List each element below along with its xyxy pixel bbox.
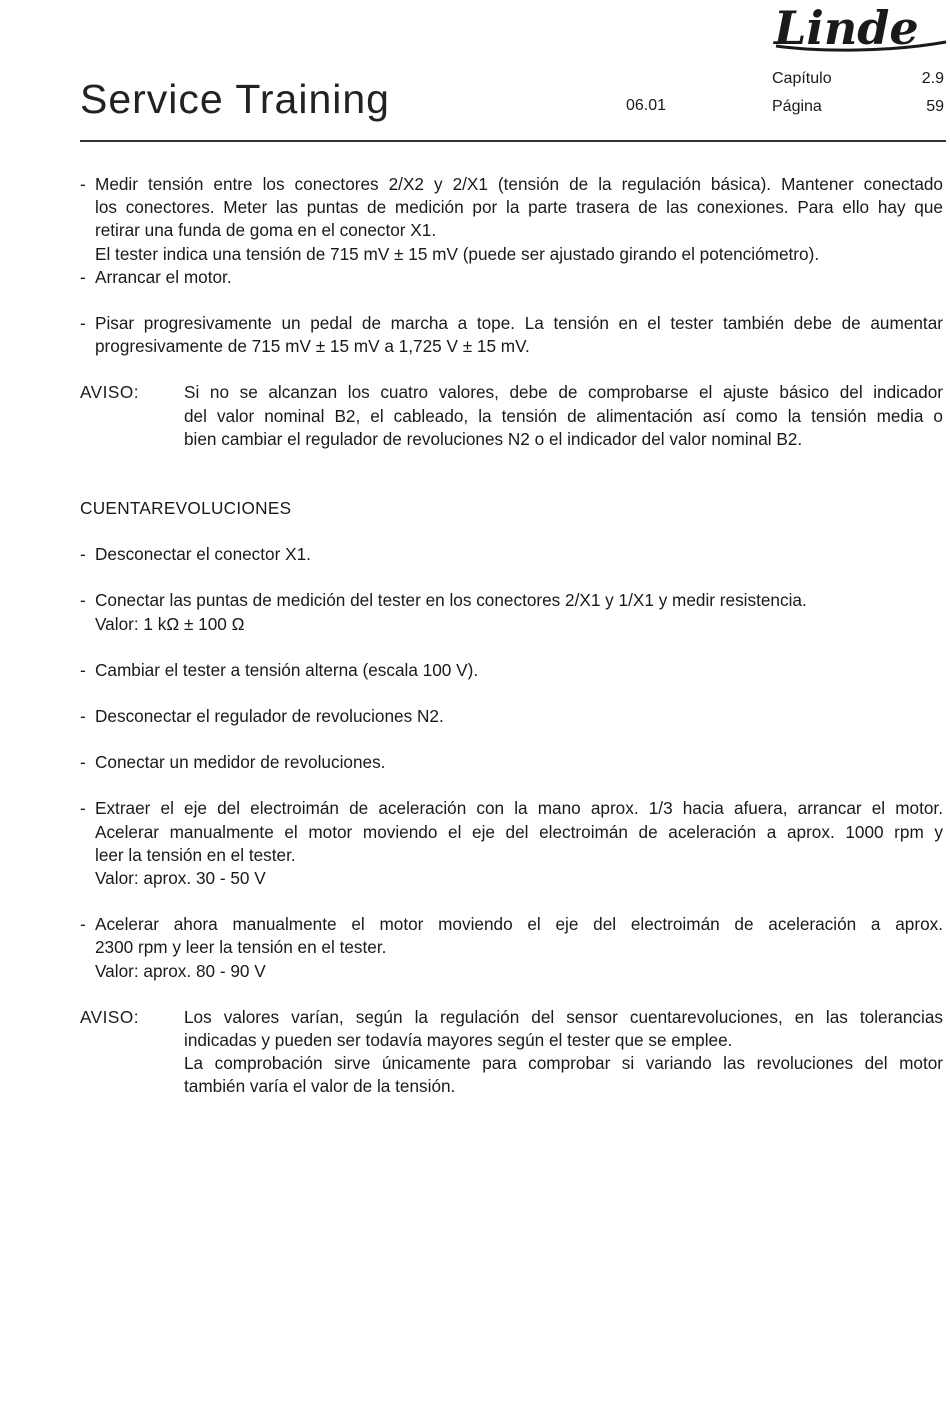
linde-logo — [770, 2, 948, 54]
page-header — [0, 0, 950, 145]
notice-block — [80, 381, 943, 451]
list-dash: - — [80, 706, 86, 727]
text-line: Si no se alcanzan los cuatro valores, debe de comprobarse el ajuste básico del indicador — [184, 382, 943, 403]
list-dash: - — [80, 266, 86, 287]
list-dash: - — [80, 659, 86, 680]
text-line: Valor: aprox. 30 - 50 V — [95, 868, 266, 889]
text-line: también varía el valor de la tensión. — [184, 1076, 456, 1097]
list-item — [80, 797, 943, 890]
text-line: 2300 rpm y leer la tensión en el tester. — [95, 937, 387, 958]
text-line: progresivamente de 715 mV ± 15 mV a 1,725 V ± 15 mV. — [95, 336, 530, 357]
text-line: Desconectar el regulador de revoluciones N2. — [95, 706, 444, 727]
list-item — [80, 751, 943, 774]
page-label: Página — [772, 98, 822, 115]
notice-label: AVISO: — [80, 1006, 140, 1027]
text-line: Arrancar el motor. — [95, 266, 232, 287]
text-line: indicadas y pueden ser todavía mayores según el tester que se emplee. — [184, 1030, 733, 1051]
text-line: los conectores. Meter las puntas de medición por la parte trasera de las conexiones. Para ello hay que — [95, 197, 943, 218]
chapter-value: 2.9 — [921, 70, 944, 87]
list-dash: - — [80, 544, 86, 565]
list-item — [80, 266, 943, 289]
text-line: Conectar las puntas de medición del tester en los conectores 2/X1 y 1/X1 y medir resistencia. — [95, 590, 807, 611]
page-title: Service Training — [80, 76, 390, 122]
list-dash: - — [80, 174, 86, 194]
list-item — [80, 913, 943, 983]
text-line: bien cambiar el regulador de revoluciones N2 o el indicador del valor nominal B2. — [184, 428, 803, 449]
chapter-label: Capítulo — [772, 70, 832, 87]
list-item — [80, 589, 943, 635]
list-dash: - — [80, 752, 86, 773]
document-body — [80, 173, 943, 1099]
text-line: Valor: aprox. 80 - 90 V — [95, 960, 266, 981]
text-line: Acelerar ahora manualmente el motor moviendo el eje del electroimán de aceleración a aprox. — [95, 914, 943, 935]
document-date: 06.01 — [626, 97, 667, 114]
text-line: Medir tensión entre los conectores 2/X2 y 2/X1 (tensión de la regulación básica). Mantener conectado — [95, 174, 943, 194]
text-line: Los valores varían, según la regulación del sensor cuentarevoluciones, en las tolerancias — [184, 1006, 943, 1027]
text-line: del valor nominal B2, el cableado, la tensión de alimentación así como la tensión media o — [184, 405, 943, 426]
list-item — [80, 173, 943, 266]
text-line: Pisar progresivamente un pedal de marcha a tope. La tensión en el tester también debe de aumentar — [95, 313, 943, 334]
list-dash: - — [80, 798, 86, 819]
notice-block — [80, 1006, 943, 1099]
list-item — [80, 659, 943, 682]
section-heading: CUENTAREVOLUCIONES — [80, 498, 292, 519]
text-line: Extraer el eje del electroimán de aceleración con la mano aprox. 1/3 hacia afuera, arrancar el motor. — [95, 798, 943, 819]
text-line: Conectar un medidor de revoluciones. — [95, 752, 386, 773]
list-dash: - — [80, 914, 86, 935]
header-divider — [80, 140, 946, 142]
list-dash: - — [80, 590, 86, 611]
text-line: leer la tensión en el tester. — [95, 844, 296, 865]
text-line: La comprobación sirve únicamente para comprobar si variando las revoluciones del motor — [184, 1053, 943, 1074]
list-dash: - — [80, 313, 86, 334]
text-line: retirar una funda de goma en el conector X1. — [95, 220, 437, 241]
text-line: Cambiar el tester a tensión alterna (escala 100 V). — [95, 659, 479, 680]
page-number: 59 — [926, 98, 944, 115]
list-item — [80, 705, 943, 728]
text-line: El tester indica una tensión de 715 mV ± 15 mV (puede ser ajustado girando el potenciómetro). — [95, 243, 820, 264]
text-line: Desconectar el conector X1. — [95, 544, 311, 565]
svg-text:Linde: Linde — [774, 2, 919, 54]
list-item — [80, 543, 943, 566]
text-line: Acelerar manualmente el motor moviendo el eje del electroimán de aceleración a aprox. 1000 rpm y — [95, 821, 943, 842]
text-line: Valor: 1 kΩ ± 100 Ω — [95, 613, 245, 634]
notice-label: AVISO: — [80, 382, 140, 403]
list-item — [80, 312, 943, 358]
